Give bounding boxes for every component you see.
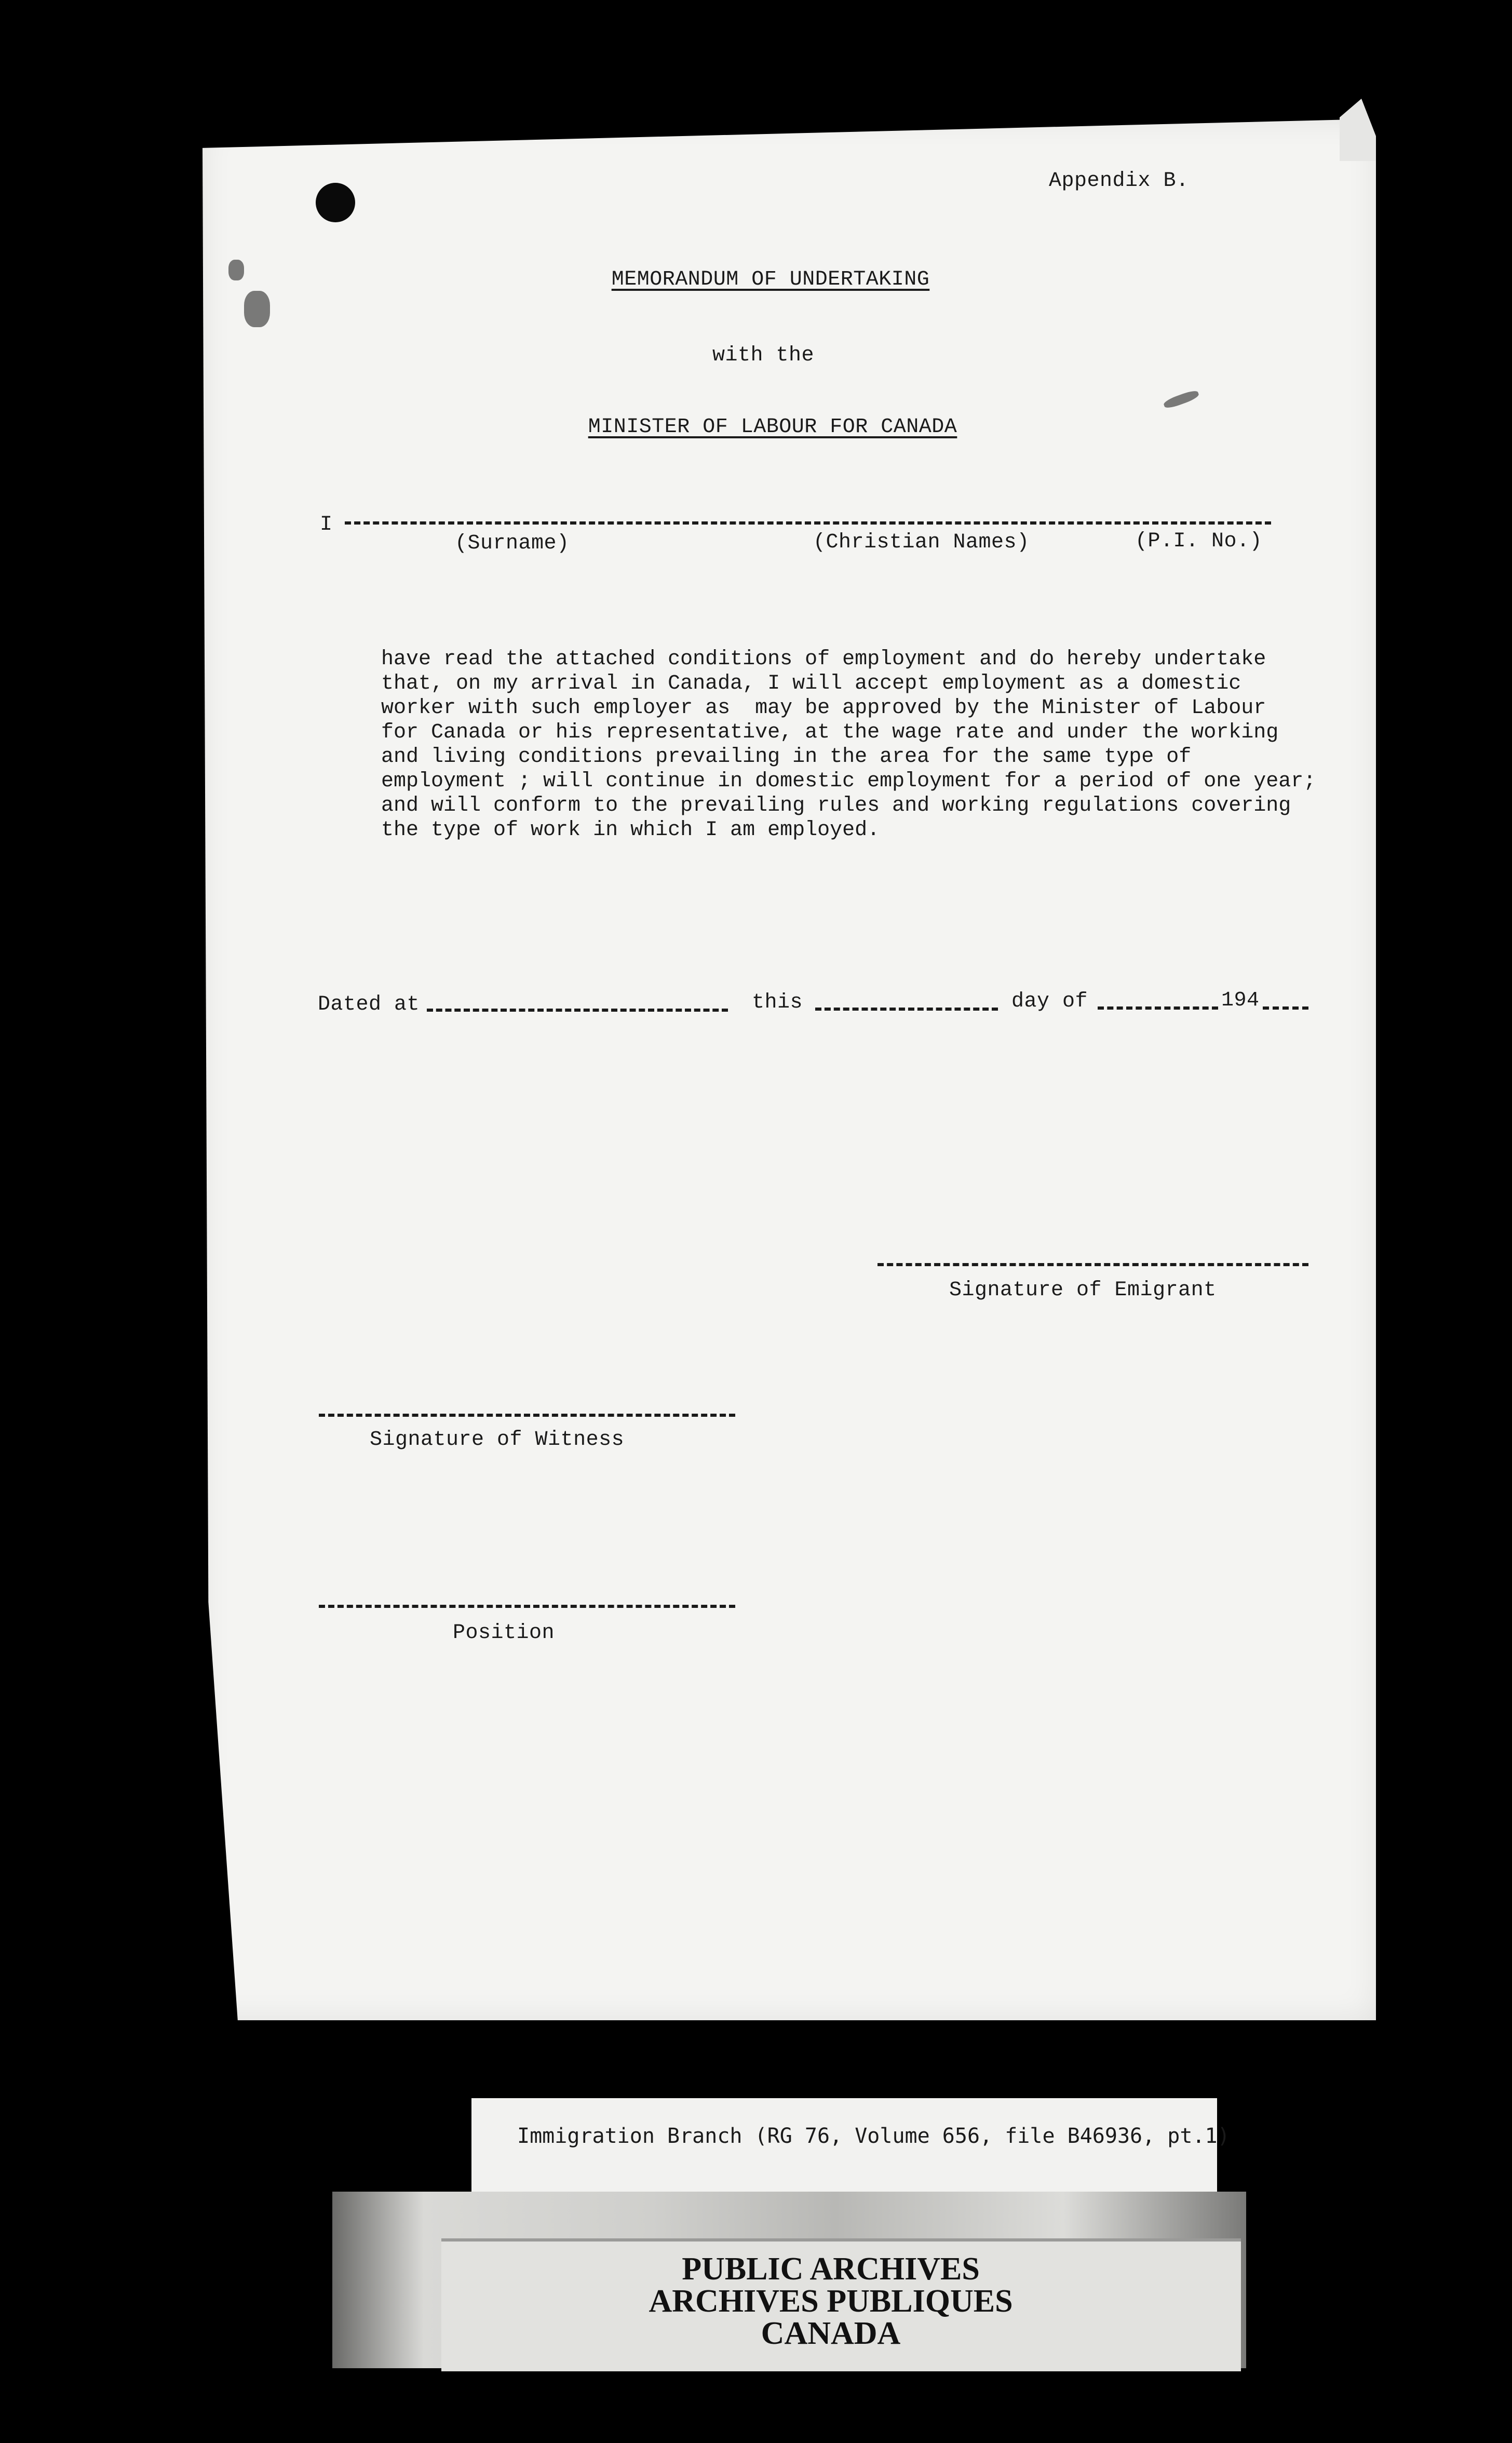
- document-sheet: [203, 119, 1376, 2020]
- appendix-label: Appendix B.: [1049, 169, 1189, 193]
- paragraph-line: that, on my arrival in Canada, I will accept employment as a domestic: [381, 672, 1241, 695]
- position-label: Position: [453, 1621, 555, 1645]
- this-dash-line: [815, 1008, 998, 1011]
- christian-names-label: (Christian Names): [813, 531, 1030, 554]
- year-prefix: 194: [1221, 989, 1260, 1012]
- name-line-prefix: I: [320, 513, 333, 536]
- dated-at-dash-line: [427, 1009, 728, 1012]
- ink-smudge: [228, 260, 244, 280]
- paragraph-line: employment ; will continue in domestic employment for a period of one year;: [381, 770, 1316, 793]
- paragraph-line: have read the attached conditions of employment and do hereby undertake: [381, 648, 1266, 671]
- surname-label: (Surname): [455, 532, 570, 555]
- paragraph-line: and will conform to the prevailing rules and working regulations covering: [381, 794, 1291, 817]
- archive-reference-text: Immigration Branch (RG 76, Volume 656, file B46936, pt.1): [517, 2124, 1230, 2148]
- memorandum-title: MEMORANDUM OF UNDERTAKING: [611, 268, 930, 291]
- with-the-text: with the: [712, 344, 815, 367]
- stamp-line-public-archives: PUBLIC ARCHIVES: [682, 2251, 980, 2287]
- witness-signature-line: [319, 1414, 735, 1417]
- signature-emigrant-label: Signature of Emigrant: [949, 1279, 1217, 1302]
- punch-hole: [316, 183, 355, 222]
- paragraph-line: and living conditions prevailing in the area for the same type of: [381, 745, 1192, 769]
- stamp-line-archives-publiques: ARCHIVES PUBLIQUES: [649, 2284, 1013, 2319]
- paragraph-line: for Canada or his representative, at the wage rate and under the working: [381, 721, 1279, 744]
- position-line: [319, 1605, 735, 1608]
- dated-at-label: Dated at: [318, 993, 420, 1016]
- paragraph-line: worker with such employer as may be approved by the Minister of Labour: [381, 696, 1266, 720]
- day-dash-line: [1098, 1006, 1218, 1010]
- signature-witness-label: Signature of Witness: [370, 1428, 625, 1452]
- folded-corner: [1340, 99, 1376, 161]
- stamp-line-canada: CANADA: [761, 2316, 901, 2351]
- paragraph-line: the type of work in which I am employed.: [381, 818, 880, 842]
- ink-smudge: [244, 291, 270, 327]
- emigrant-signature-line: [878, 1263, 1308, 1266]
- name-dash-line: [345, 521, 1271, 525]
- pi-no-label: (P.I. No.): [1135, 530, 1263, 553]
- day-of-label: day of: [1011, 990, 1088, 1013]
- undertaking-paragraph: [381, 647, 1316, 842]
- this-label: this: [752, 991, 803, 1014]
- minister-heading: MINISTER OF LABOUR FOR CANADA: [588, 415, 957, 439]
- year-dash-line: [1263, 1006, 1308, 1010]
